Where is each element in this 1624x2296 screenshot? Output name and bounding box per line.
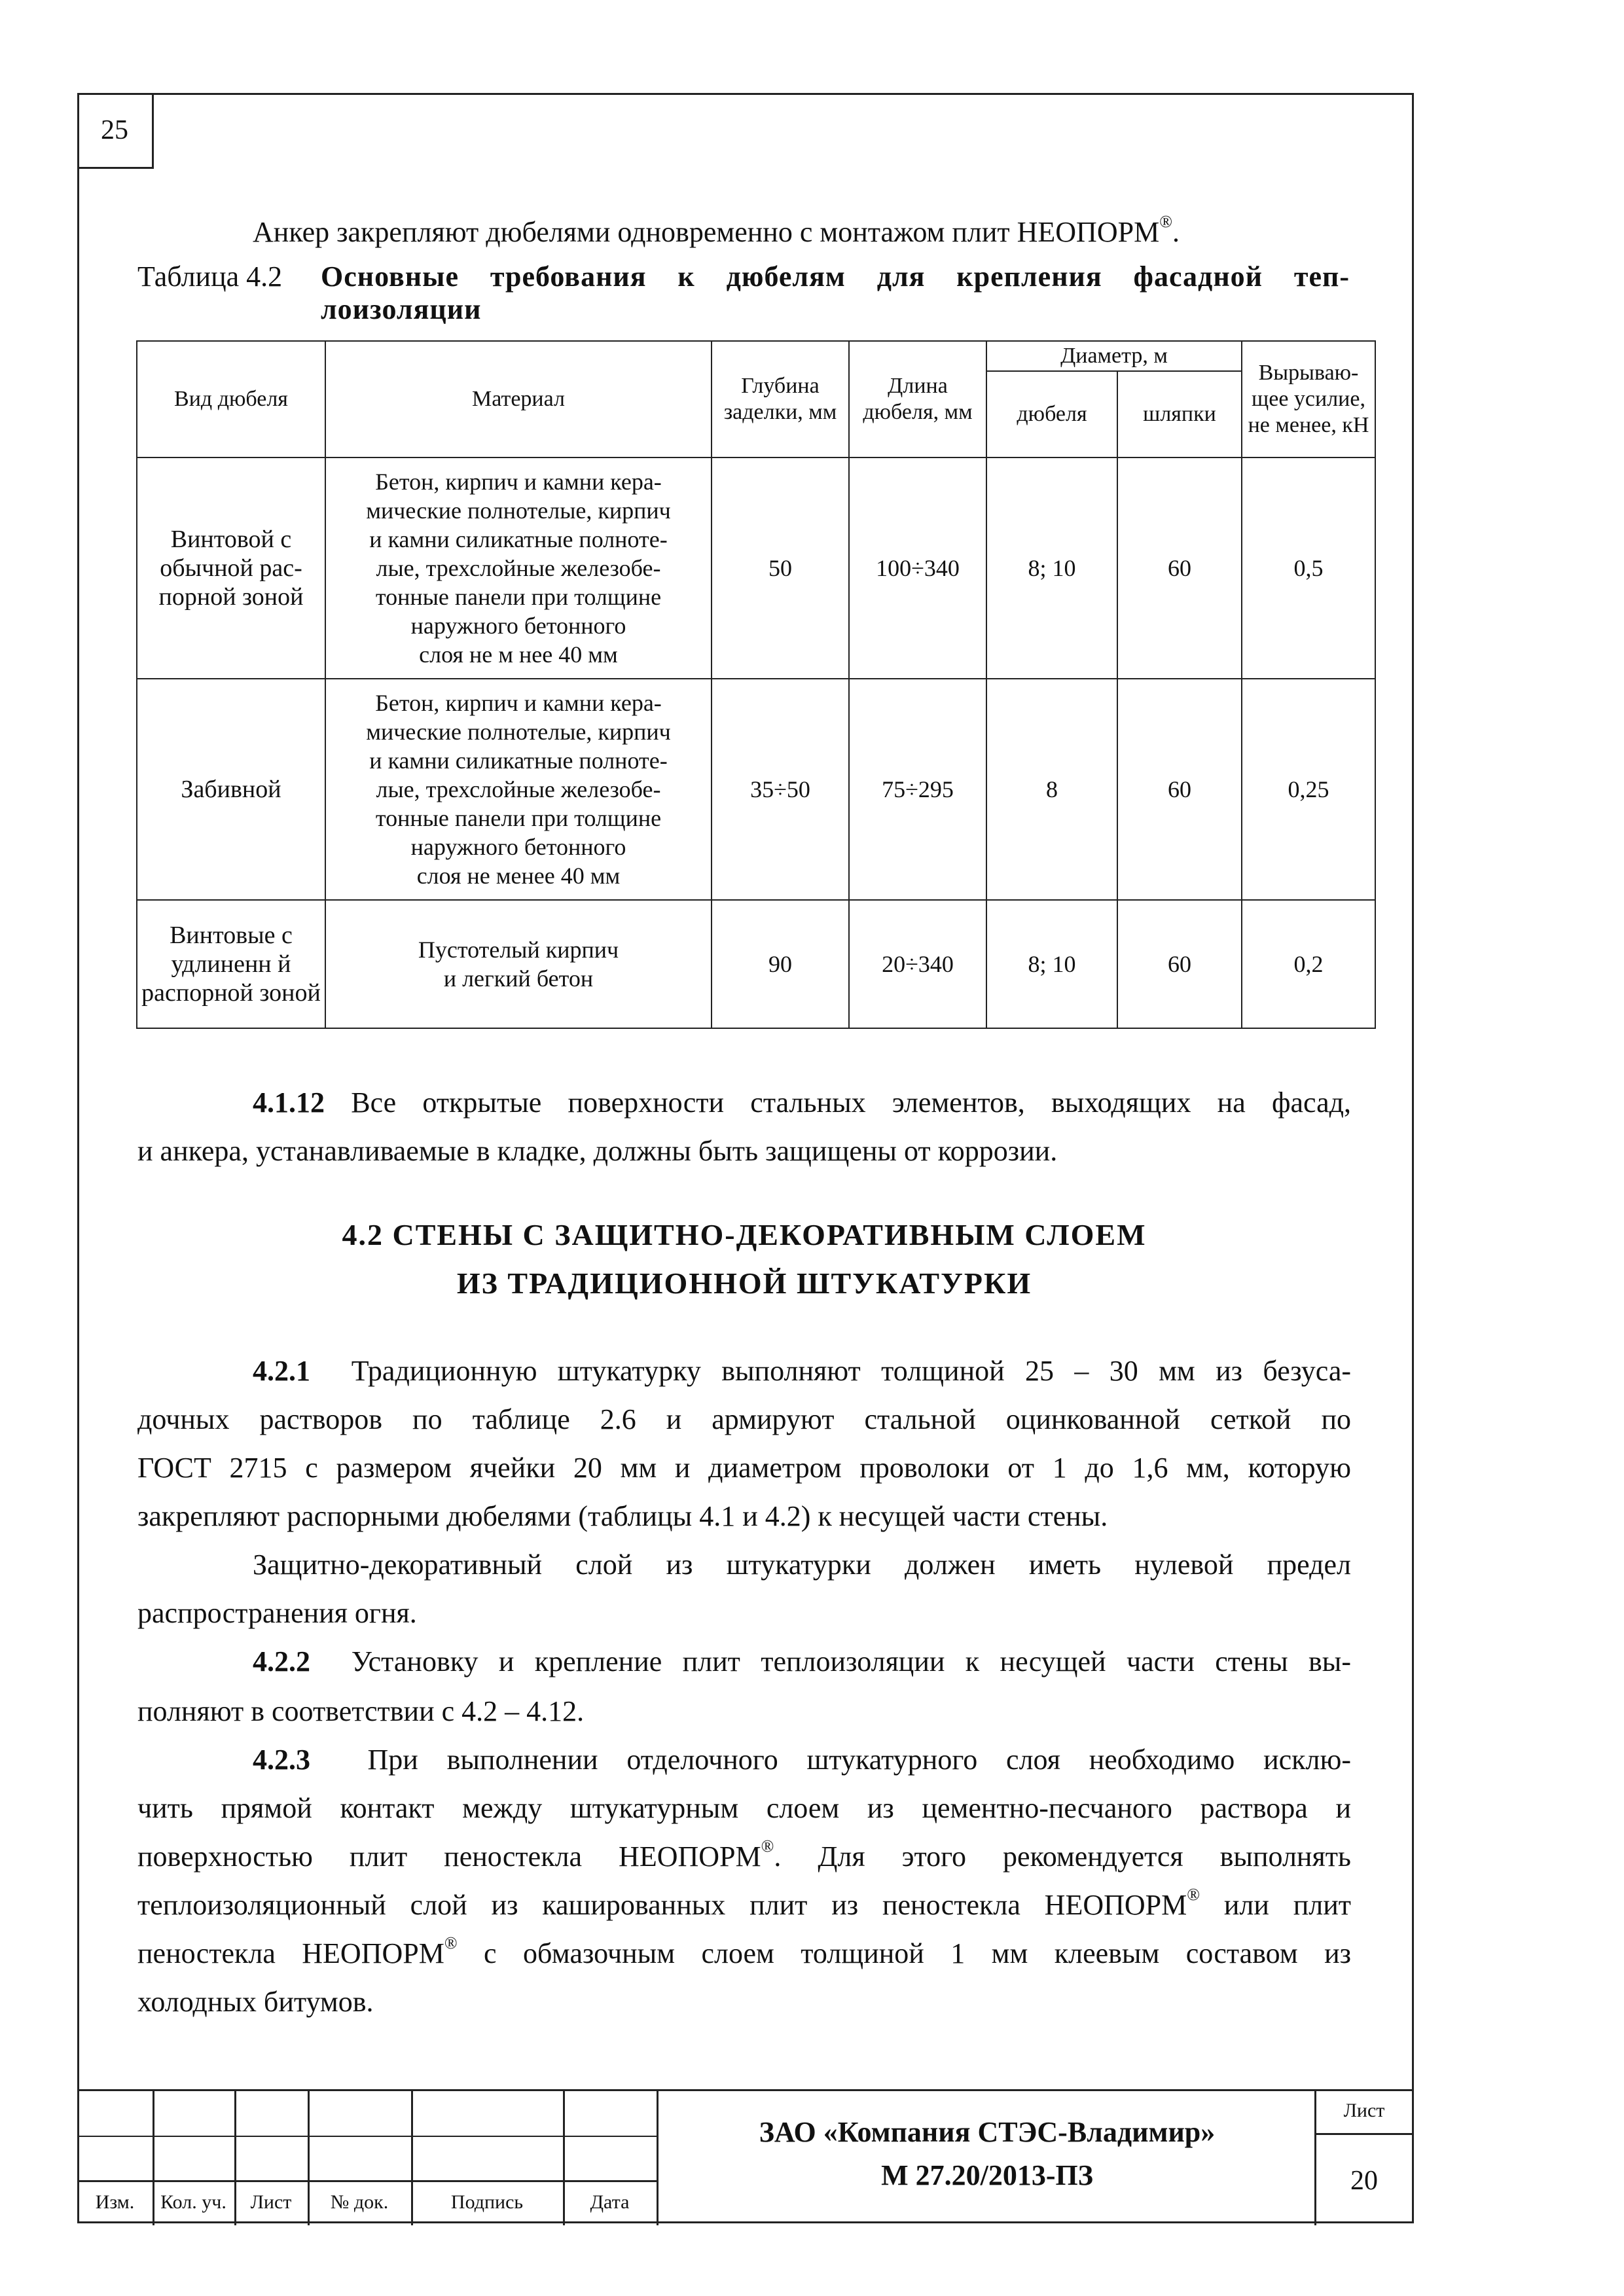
section-heading-line2: ИЗ ТРАДИЦИОННОЙ ШТУКАТУРКИ: [456, 1266, 1032, 1300]
material-cell: Бетон, кирпич и камни кера- мические полнотелые, кирпич и камни силикатные полноте- лые, трехслойные железобе- тонные панели при толщине наружного бетонного слоя не м нее 40 мм: [325, 457, 712, 679]
paragraph-protective-layer: Защитно-декоративный слой из штукатурки должен иметь нулевой предел: [253, 1549, 1351, 1581]
sheet-number: 20: [1350, 2165, 1378, 2196]
header-diameter-head: шляпки: [1117, 371, 1242, 457]
paragraph-4-1-12: 4.1.12 Все открытые поверхности стальных элементов, выходящих на фасад,: [253, 1086, 1352, 1119]
table-caption-title: Основные требования к дюбелям для крепления фасадной теп- лоизоляции: [321, 260, 1350, 325]
paragraph-4-2-2: 4.2.2 Установку и крепление плит теплоизоляции к несущей части стены вы-: [253, 1645, 1351, 1677]
page-corner-number: 25: [77, 93, 154, 169]
header-diameter: Диаметр, м: [986, 341, 1242, 371]
document-code: М 27.20/2013-ПЗ: [881, 2159, 1093, 2191]
header-diameter-dowel: дюбеля: [986, 371, 1117, 457]
stamp-label-count: Кол. уч.: [160, 2191, 226, 2213]
intro-line: Анкер закрепляют дюбелями одновременно с монтажом плит НЕОПОРМ®.: [253, 212, 1180, 248]
company-name: ЗАО «Компания СТЭС-Владимир»: [759, 2116, 1216, 2148]
paragraph-4-1-12-line2: и анкера, устанавливаемые в кладке, должны быть защищены от коррозии.: [137, 1135, 1058, 1167]
registered-mark: ®: [1159, 212, 1172, 231]
stamp-label-change: Изм.: [95, 2191, 135, 2213]
paragraph-4-2-1: 4.2.1 Традиционную штукатурку выполняют толщиной 25 – 30 мм из безуса-: [253, 1355, 1352, 1387]
table-row: Винтовые с удлиненн й распорной зоной Пустотелый кирпич и легкий бетон 90 20÷340 8; 10 60 0,2: [137, 900, 1375, 1028]
table-caption-label: Таблица 4.2: [137, 260, 283, 293]
material-cell: Пустотелый кирпич и легкий бетон: [325, 900, 712, 1028]
registered-mark: ®: [1187, 1885, 1200, 1904]
header-pullout-force: Вырываю-щее усилие, не менее, кН: [1242, 341, 1375, 457]
table-row: Забивной Бетон, кирпич и камни кера- мические полнотелые, кирпич и камни силикатные полноте- лые, трехслойные железобе- тонные панели при толщине наружного бетонного слоя не менее 40 мм 35÷50 75÷295 8 60 0,25: [137, 679, 1375, 900]
paragraph-4-2-3: 4.2.3 При выполнении отделочного штукатурного слоя необходимо исклю-: [253, 1744, 1351, 1776]
stamp-label-doc-number: № док.: [330, 2191, 389, 2213]
table-row: Винтовой с обычной рас-порной зоной Бетон, кирпич и камни кера- мические полнотелые, кирпич и камни силикатные полноте- лые, трехслойные железобе- тонные панели при толщине наружного бетонного слоя не м нее 40 мм 50 100÷340 8; 10 60 0,5: [137, 457, 1375, 679]
stamp-label-signature: Подпись: [450, 2191, 524, 2213]
registered-mark: ®: [761, 1837, 774, 1856]
company-block: [660, 2111, 1314, 2197]
header-dowel-type: Вид дюбеля: [137, 341, 325, 457]
stamp-label-date: Дата: [590, 2191, 630, 2213]
title-block: [77, 2089, 1414, 2223]
header-length: Длина дюбеля, мм: [849, 341, 986, 457]
dowel-requirements-table: [136, 340, 1376, 1029]
stamp-label-sheet: Лист: [250, 2191, 292, 2213]
header-depth: Глубина заделки, мм: [712, 341, 849, 457]
material-cell: Бетон, кирпич и камни кера- мические полнотелые, кирпич и камни силикатные полноте- лые, трехслойные железобе- тонные панели при толщине наружного бетонного слоя не менее 40 мм: [325, 679, 712, 900]
registered-mark: ®: [444, 1933, 458, 1952]
header-material: Материал: [325, 341, 712, 457]
sheet-label: Лист: [1343, 2100, 1385, 2121]
section-heading-line1: 4.2 СТЕНЫ С ЗАЩИТНО-ДЕКОРАТИВНЫМ СЛОЕМ: [342, 1218, 1147, 1251]
